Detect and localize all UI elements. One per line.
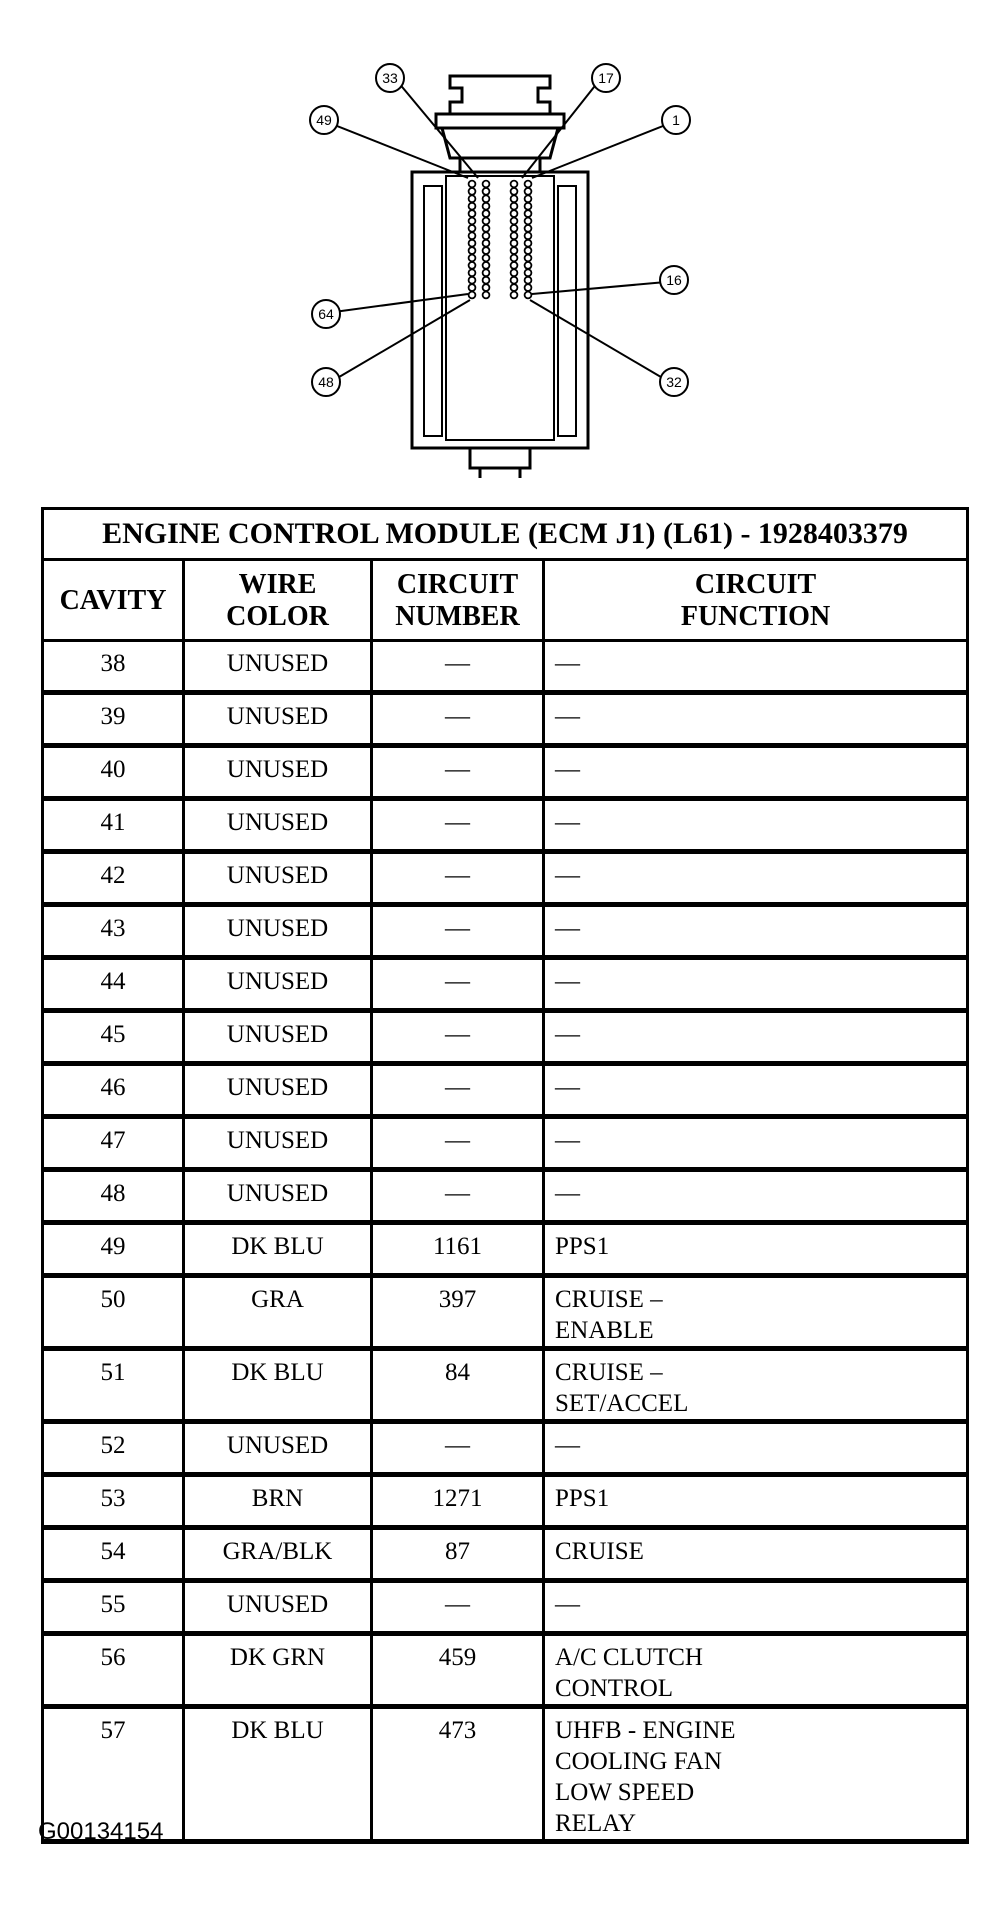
circuit-function-line: UHFB - ENGINE [555, 1717, 736, 1744]
connector-pin [511, 262, 518, 269]
figure-id: G00134154 [38, 1818, 164, 1845]
cell-circuit-function [544, 746, 968, 799]
cell-cavity: 48 [43, 1170, 184, 1223]
connector-pin [469, 240, 476, 247]
pin-callout [310, 106, 338, 134]
connector-pin [511, 218, 518, 225]
circuit-function-line: CRUISE – [555, 1286, 663, 1313]
connector-pin [525, 181, 532, 188]
table-row [43, 958, 968, 1011]
pin-callout-label: 33 [382, 70, 398, 86]
cell-wire-color: UNUSED [184, 905, 372, 958]
cell-cavity: 49 [43, 1223, 184, 1276]
table-row [43, 852, 968, 905]
connector-pin [511, 181, 518, 188]
cell-circuit-function [544, 1581, 968, 1634]
cell-circuit-number: — [372, 1422, 544, 1475]
connector-pin [469, 232, 476, 239]
pin-callout-label: 16 [666, 272, 682, 288]
cell-circuit-function [544, 1634, 968, 1707]
header-circuit-function: CIRCUIT FUNCTION [544, 560, 968, 641]
circuit-function-line: PPS1 [555, 1485, 610, 1512]
cell-circuit-function [544, 905, 968, 958]
cell-cavity: 46 [43, 1064, 184, 1117]
circuit-function-line: CRUISE – [555, 1359, 663, 1386]
connector-pin [483, 181, 490, 188]
cell-wire-color: UNUSED [184, 1170, 372, 1223]
table-row [43, 641, 968, 693]
cell-cavity: 38 [43, 641, 184, 693]
connector-pin [483, 203, 490, 210]
cell-cavity: 53 [43, 1475, 184, 1528]
cell-circuit-function [544, 1276, 968, 1349]
cell-circuit-number: — [372, 1581, 544, 1634]
cell-circuit-function [544, 1117, 968, 1170]
cell-cavity: 54 [43, 1528, 184, 1581]
cell-circuit-number: 84 [372, 1349, 544, 1422]
connector-pin [469, 195, 476, 202]
connector-pin [483, 218, 490, 225]
connector-pin [511, 203, 518, 210]
cell-circuit-function [544, 693, 968, 746]
cell-wire-color: UNUSED [184, 693, 372, 746]
cell-circuit-function [544, 1349, 968, 1422]
header-cavity: CAVITY [43, 560, 184, 641]
connector-pin [469, 203, 476, 210]
connector-pin [483, 284, 490, 291]
circuit-function-line: — [555, 915, 580, 942]
cell-wire-color: DK GRN [184, 1634, 372, 1707]
circuit-function-line: — [555, 1432, 580, 1459]
pin-callout [312, 300, 340, 328]
connector-pin [525, 269, 532, 276]
circuit-function-line: — [555, 862, 580, 889]
cell-cavity: 55 [43, 1581, 184, 1634]
connector-pin [483, 225, 490, 232]
connector-pin [511, 255, 518, 262]
pin-callout-label: 1 [672, 112, 680, 128]
cell-cavity: 45 [43, 1011, 184, 1064]
circuit-function-line: — [555, 968, 580, 995]
connector-pin [511, 195, 518, 202]
cell-cavity: 51 [43, 1349, 184, 1422]
connector-pin [483, 262, 490, 269]
connector-pin [483, 195, 490, 202]
pin-callout-label: 32 [666, 374, 682, 390]
cell-cavity: 57 [43, 1707, 184, 1842]
cell-wire-color: UNUSED [184, 799, 372, 852]
table-row [43, 1223, 968, 1276]
connector-pin [483, 188, 490, 195]
connector-pin [525, 218, 532, 225]
connector-pin [511, 269, 518, 276]
connector-pin [483, 255, 490, 262]
table-row [43, 1707, 968, 1842]
connector-pin [469, 292, 476, 299]
connector-pin [525, 255, 532, 262]
circuit-function-line: — [555, 703, 580, 730]
pin-callout [660, 368, 688, 396]
table-row [43, 1528, 968, 1581]
cell-cavity: 52 [43, 1422, 184, 1475]
cell-circuit-function [544, 1528, 968, 1581]
cell-circuit-function [544, 799, 968, 852]
cell-circuit-number: — [372, 641, 544, 693]
cell-cavity: 39 [43, 693, 184, 746]
cell-circuit-function [544, 1707, 968, 1842]
circuit-function-line: ENABLE [555, 1317, 654, 1344]
cell-circuit-number: 1161 [372, 1223, 544, 1276]
pin-callout-label: 64 [318, 306, 334, 322]
cell-cavity: 43 [43, 905, 184, 958]
circuit-function-line: — [555, 1127, 580, 1154]
table-row [43, 1276, 968, 1349]
connector-pin [469, 255, 476, 262]
connector-pin [511, 247, 518, 254]
pin-callout-label: 17 [598, 70, 614, 86]
connector-pin [469, 210, 476, 217]
cell-wire-color: UNUSED [184, 1011, 372, 1064]
connector-pin [525, 225, 532, 232]
table-row [43, 746, 968, 799]
cell-circuit-number: 1271 [372, 1475, 544, 1528]
table-row [43, 1349, 968, 1422]
circuit-function-line: CRUISE [555, 1538, 644, 1565]
cell-circuit-number: — [372, 958, 544, 1011]
cell-cavity: 40 [43, 746, 184, 799]
connector-pin [511, 284, 518, 291]
connector-pin [483, 240, 490, 247]
connector-pin [511, 277, 518, 284]
table-row [43, 1064, 968, 1117]
connector-pin [511, 232, 518, 239]
circuit-function-line: LOW SPEED [555, 1779, 695, 1806]
table-row [43, 1170, 968, 1223]
table-row [43, 693, 968, 746]
table-row [43, 1011, 968, 1064]
connector-pin [525, 292, 532, 299]
connector-pin [483, 232, 490, 239]
connector-pin [469, 284, 476, 291]
cell-circuit-number: — [372, 1170, 544, 1223]
pin-callout-label: 48 [318, 374, 334, 390]
cell-wire-color: UNUSED [184, 746, 372, 799]
connector-pin [483, 247, 490, 254]
cell-cavity: 50 [43, 1276, 184, 1349]
table-row [43, 1634, 968, 1707]
connector-pin [469, 218, 476, 225]
header-circuit-number: CIRCUIT NUMBER [372, 560, 544, 641]
cell-wire-color: DK BLU [184, 1349, 372, 1422]
connector-pin [525, 232, 532, 239]
connector-pin [525, 195, 532, 202]
table-row [43, 1475, 968, 1528]
circuit-function-line: A/C CLUTCH [555, 1644, 703, 1671]
cell-cavity: 42 [43, 852, 184, 905]
table-row [43, 1422, 968, 1475]
cell-wire-color: BRN [184, 1475, 372, 1528]
table-title: ENGINE CONTROL MODULE (ECM J1) (L61) - 1928403379 [43, 509, 968, 560]
cell-circuit-number: — [372, 905, 544, 958]
connector-pin [511, 240, 518, 247]
table-row [43, 905, 968, 958]
cell-circuit-number: 397 [372, 1276, 544, 1349]
cell-circuit-number: — [372, 1011, 544, 1064]
cell-wire-color: DK BLU [184, 1707, 372, 1842]
circuit-function-line: SET/ACCEL [555, 1390, 689, 1417]
cell-cavity: 44 [43, 958, 184, 1011]
cell-wire-color: DK BLU [184, 1223, 372, 1276]
cell-wire-color: UNUSED [184, 1117, 372, 1170]
pin-callout [662, 106, 690, 134]
connector-diagram [316, 68, 682, 488]
cell-wire-color: UNUSED [184, 958, 372, 1011]
cell-circuit-number: — [372, 693, 544, 746]
cell-circuit-number: 459 [372, 1634, 544, 1707]
circuit-function-line: PPS1 [555, 1233, 610, 1260]
connector-pin [511, 188, 518, 195]
cell-wire-color: UNUSED [184, 1064, 372, 1117]
cell-circuit-number: — [372, 1117, 544, 1170]
connector-pin [511, 225, 518, 232]
cell-circuit-number: — [372, 852, 544, 905]
circuit-function-line: RELAY [555, 1810, 637, 1837]
pin-callout [660, 266, 688, 294]
cell-circuit-number: — [372, 1064, 544, 1117]
circuit-function-line: — [555, 1074, 580, 1101]
circuit-function-line: — [555, 650, 580, 677]
connector-pin [525, 210, 532, 217]
pin-callout-label: 49 [316, 112, 332, 128]
cell-circuit-function [544, 1223, 968, 1276]
pinout-table [41, 507, 969, 1844]
cell-cavity: 56 [43, 1634, 184, 1707]
connector-pin [469, 225, 476, 232]
pin-callout [312, 368, 340, 396]
pin-callout [592, 64, 620, 92]
cell-wire-color: UNUSED [184, 1581, 372, 1634]
cell-circuit-number: 87 [372, 1528, 544, 1581]
connector-pin [469, 181, 476, 188]
connector-pin [511, 292, 518, 299]
connector-pin [483, 269, 490, 276]
table-row [43, 799, 968, 852]
cell-wire-color: GRA [184, 1276, 372, 1349]
cell-cavity: 47 [43, 1117, 184, 1170]
connector-pin [525, 240, 532, 247]
cell-circuit-number: — [372, 746, 544, 799]
circuit-function-line: — [555, 1180, 580, 1207]
connector-pin [525, 284, 532, 291]
connector-pin [469, 262, 476, 269]
circuit-function-line: — [555, 756, 580, 783]
table-row [43, 1117, 968, 1170]
connector-pin [483, 210, 490, 217]
cell-circuit-function [544, 1064, 968, 1117]
connector-pin [469, 277, 476, 284]
cell-circuit-function [544, 1475, 968, 1528]
table-row [43, 1581, 968, 1634]
cell-wire-color: GRA/BLK [184, 1528, 372, 1581]
connector-pin [525, 188, 532, 195]
circuit-function-line: COOLING FAN [555, 1748, 722, 1775]
cell-wire-color: UNUSED [184, 641, 372, 693]
pin-callout [376, 64, 404, 92]
connector-pin [525, 203, 532, 210]
connector-pin [525, 247, 532, 254]
connector-pin [525, 262, 532, 269]
cell-cavity: 41 [43, 799, 184, 852]
connector-pin [469, 247, 476, 254]
connector-pin [483, 277, 490, 284]
header-wire-color: WIRE COLOR [184, 560, 372, 641]
connector-pin [511, 210, 518, 217]
cell-circuit-number: 473 [372, 1707, 544, 1842]
cell-circuit-function [544, 1170, 968, 1223]
cell-circuit-function [544, 958, 968, 1011]
connector-pin [469, 188, 476, 195]
connector-pin [525, 277, 532, 284]
circuit-function-line: — [555, 1021, 580, 1048]
cell-circuit-function [544, 641, 968, 693]
cell-circuit-number: — [372, 799, 544, 852]
cell-wire-color: UNUSED [184, 852, 372, 905]
cell-circuit-function [544, 1422, 968, 1475]
circuit-function-line: — [555, 1591, 580, 1618]
circuit-function-line: CONTROL [555, 1675, 674, 1702]
connector-pin [483, 292, 490, 299]
circuit-function-line: — [555, 809, 580, 836]
cell-circuit-function [544, 1011, 968, 1064]
cell-circuit-function [544, 852, 968, 905]
cell-wire-color: UNUSED [184, 1422, 372, 1475]
connector-pin [469, 269, 476, 276]
